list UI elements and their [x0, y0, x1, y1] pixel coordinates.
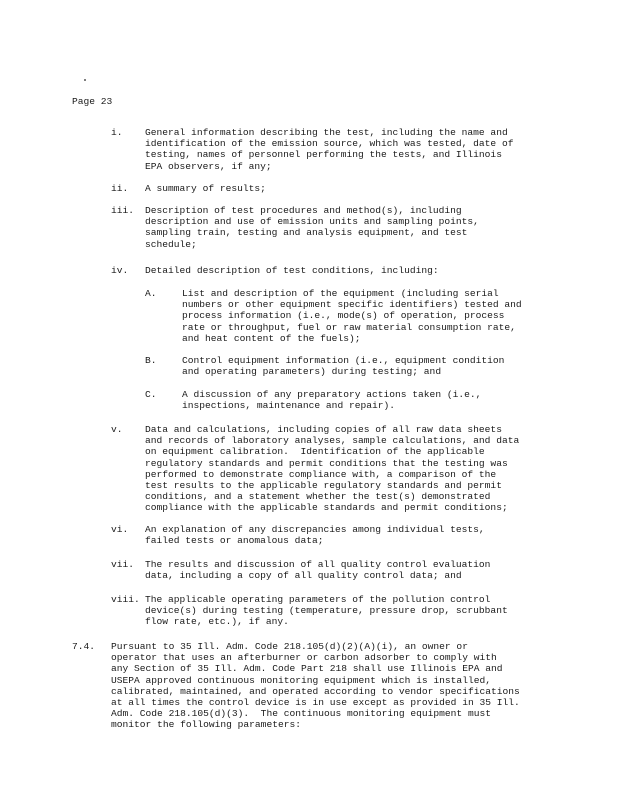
item-text-line: numbers or other equipment specific identifiers) tested and	[182, 299, 522, 311]
section-text-line: operator that uses an afterburner or carbon adsorber to comply with	[111, 652, 497, 664]
item-text-line: Detailed description of test conditions, including:	[145, 265, 439, 276]
item-text-line: Data and calculations, including copies of all raw data sheets	[145, 424, 502, 435]
item-number: viii.	[111, 594, 140, 605]
item-number: C.	[145, 389, 157, 400]
page-number: Page 23	[72, 96, 113, 107]
section-text-line: Pursuant to 35 Ill. Adm. Code 218.105(d)(2)(A)(i), an owner or	[111, 641, 468, 652]
item-text-line: performed to demonstrate compliance with, a comparison of the	[145, 468, 497, 480]
item-text-line: failed tests or anomalous data;	[145, 535, 324, 547]
item-number: i.	[111, 127, 123, 138]
item-text-line: on equipment calibration. Identification of the applicable	[145, 446, 485, 458]
section-text-line: monitor the following parameters:	[111, 719, 301, 731]
item-text-line: The applicable operating parameters of the pollution control	[145, 594, 491, 605]
item-text-line: and heat content of the fuels);	[182, 332, 361, 344]
item-text-line: Description of test procedures and method(s), including	[145, 205, 462, 216]
item-number: vii.	[111, 559, 135, 570]
item-text-line: test results to the applicable regulatory standards and permit	[145, 480, 502, 491]
item-text-line: regulatory standards and permit conditions that the testing was	[145, 457, 508, 469]
item-text-line: inspections, maintenance and repair).	[182, 400, 396, 412]
item-text-line: conditions, and a statement whether the test(s) demonstrated	[145, 491, 491, 503]
item-text-line: List and description of the equipment (including serial	[182, 288, 499, 299]
scan-speck	[84, 79, 86, 81]
item-text-line: description and use of emission units and sampling points,	[145, 216, 479, 228]
section-text-line: calibrated, maintained, and operated according to vendor specifications	[111, 685, 520, 697]
section-text-line: Adm. Code 218.105(d)(3). The continuous monitoring equipment must	[111, 708, 491, 720]
item-text-line: A summary of results;	[145, 183, 266, 194]
item-text-line: Control equipment information (i.e., equipment condition	[182, 355, 505, 366]
item-number: B.	[145, 355, 157, 366]
item-number: iii.	[111, 205, 135, 216]
item-text-line: data, including a copy of all quality control data; and	[145, 570, 462, 582]
item-text-line: process information (i.e., mode(s) of operation, process	[182, 310, 505, 322]
item-text-line: General information describing the test, including the name and	[145, 127, 508, 138]
item-text-line: and records of laboratory analyses, sample calculations, and data	[145, 435, 520, 447]
item-text-line: EPA observers, if any;	[145, 160, 272, 172]
item-text-line: flow rate, etc.), if any.	[145, 616, 289, 628]
item-number: vi.	[111, 524, 129, 535]
item-number: v.	[111, 424, 123, 435]
item-text-line: testing, names of personnel performing the tests, and Illinois	[145, 149, 502, 161]
section-text-line: any Section of 35 Ill. Adm. Code Part 218 shall use Illinois EPA and	[111, 663, 503, 675]
item-number: ii.	[111, 183, 129, 194]
item-text-line: rate or throughput, fuel or raw material consumption rate,	[182, 321, 516, 333]
section-number: 7.4.	[72, 641, 96, 652]
item-number: iv.	[111, 265, 129, 276]
item-text-line: and operating parameters) during testing; and	[182, 366, 442, 378]
item-text-line: sampling train, testing and analysis equipment, and test	[145, 227, 468, 239]
item-text-line: schedule;	[145, 238, 197, 250]
item-number: A.	[145, 288, 157, 299]
section-text-line: USEPA approved continuous monitoring equipment which is installed,	[111, 674, 491, 686]
item-text-line: identification of the emission source, which was tested, date of	[145, 138, 514, 150]
section-text-line: at all times the control device is in use except as provided in 35 Ill.	[111, 697, 520, 708]
item-text-line: The results and discussion of all quality control evaluation	[145, 559, 491, 570]
item-text-line: compliance with the applicable standards and permit conditions;	[145, 502, 508, 514]
item-text-line: An explanation of any discrepancies among individual tests,	[145, 524, 485, 535]
item-text-line: A discussion of any preparatory actions taken (i.e.,	[182, 389, 482, 400]
item-text-line: device(s) during testing (temperature, pressure drop, scrubbant	[145, 605, 508, 617]
